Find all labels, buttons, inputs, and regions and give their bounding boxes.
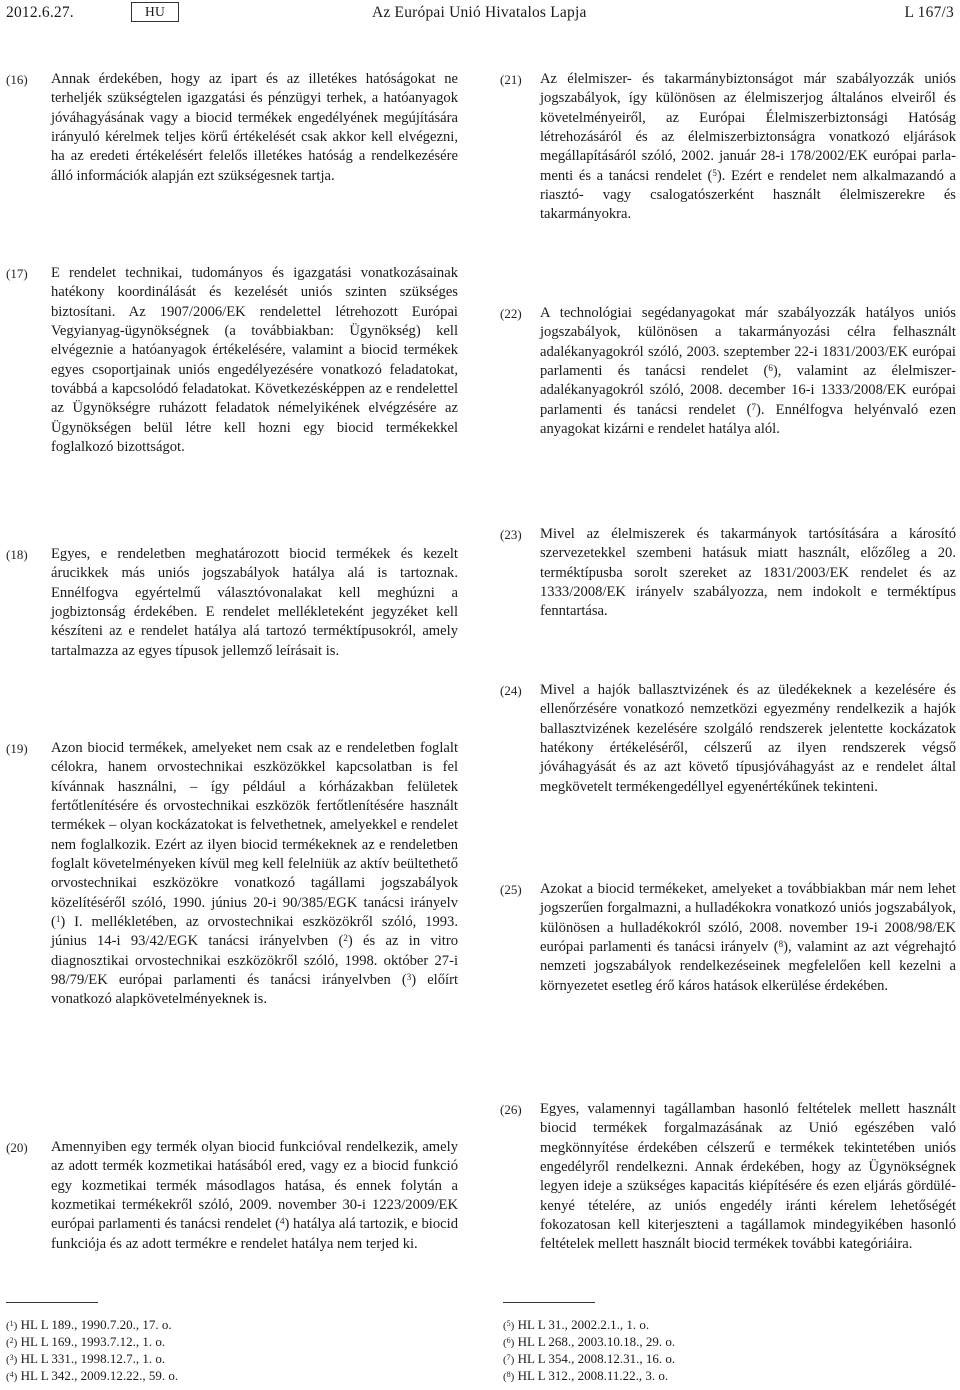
recital-text: A technológiai segédanyagokat már szabályozzák hatályos uniós jogszabályok, különösen a takarmányozási célra felhasznált adalékanyagokról szóló, 2003. szeptember 22-i 1831/2003/EK európai parlamenti és tanácsi rendelet ($^6$), valamint az élelmiszer-adalékanyagokról szóló, 2008. december 16-i 1333/2008/EK európai parlamenti és tanácsi rendelet ($^7$). Ennélfogva helyénvaló ezen anyagokat kizárni e rendelet hatálya alól. [540,305,956,438]
recital-text: Egyes, e rendeletben meghatározott biocid termékek és kezelt árucikkek más uniós jogszabályok hatálya alá is tartoznak. Ennélfogva egyértelmű választóvonalakat kell meghúzni a jogbiztonság érdekében. E rendelet mellékleteként jegyzéket kell készíteni az e rendelet hatálya alá tartozó terméktípusokról, amely tartalmazza az egyes típusok jellemző leírásait is. [51,546,458,659]
footnote-2: ($^2$) HL L 169., 1993.7.12., 1. o. [6,1334,166,1349]
footnote-1: ($^1$) HL L 189., 1990.7.20., 17. o. [6,1317,172,1332]
recital-text: Azokat a biocid termékeket, amelyeket a továbbiakban már nem lehet jogszerűen forgalmazni, a hulladékokra vonatkozó uniós jogszabályok, különösen a hulladékokról szóló, 2008. november 19-i 2008/98/EK európai parlamenti és tanácsi irányelv ($^8$), valamint az azt végrehajtó nemzeti jogszabályok rendelkezéseinek megfelelően kell kezelni a környezetet esetleg érő káros hatások elkerülése érdekében. [540,881,956,994]
recital-text: Azon biocid termékek, amelyeket nem csak az e rendeletben foglalt célokra, hanem orvostechnikai eszközökkel kapcsolatban is fel kívánnak használni, – így például a kórházakban felületek fertőtlenítésére és orvostechnikai eszközök fertőtlenítésére használt termékek – olyan kockázatokat is felvethetnek, amelyekkel e rendelet nem foglalkozik. Ezért az ilyen biocid termékeknek az e rendeletben foglalt követelményeken kívül meg kell felelniük az aktív beültethető orvostechnikai eszközökre vonatkozó tagállami jogszabályok közelítéséről szóló, 1990. június 20-i 90/385/EGK tanácsi irányelv ($^1$) I. mellékletében, az orvostechnikai eszközökről szóló, 1993. június 14-i 93/42/EGK tanácsi irányelvben ($^2$) és az in vitro diagnosztikai orvostechnikai eszközökről szóló, 1998. október 27-i 98/79/EK európai parlamenti és tanácsi irányelvben ($^3$) előírt vonatkozó alapkövetelményeknek is. [51,740,459,1008]
footnote-ref: 7 [751,401,757,412]
footnote-ref: 5 [712,167,717,178]
recital-number: (16) [6,72,28,87]
footnote-6: ($^6$) HL L 268., 2003.10.18., 29. o. [503,1334,676,1349]
recital-number: (20) [6,1140,28,1155]
journal-title: Az Európai Unió Hivatalos Lapja [372,4,587,21]
recital-number: (23) [500,527,522,542]
recital-number: (19) [6,741,28,756]
recital-number: (24) [500,683,522,698]
recital-number: (17) [6,266,28,281]
recital-text: E rendelet technikai, tudományos és igazgatási vonatkozásainak hatékony koordinálását és kezelését uniós szinten szükséges biztosítani. Az 1907/2006/EK rendelettel létrehozott Európai Vegyianyag-ügynökségnek (a továbbiakban: Ügynökség) kell elvégeznie a hatóanyagok értékelésére, valamint a biocid termékek egyes csoportjainak uniós engedélyezésére vonatkozó feladatokat, továbbá a kapcsolódó feladatokat. Következésképpen az e rendelettel az Ügynökségre ruházott feladatok némelyikének elvégzésére az Ügynökségen belül létre kell hozni egy biocid termékekkel foglalkozó bizottságot. [51,265,458,456]
footnote-7: ($^7$) HL L 354., 2008.12.31., 16. o. [503,1351,676,1366]
recital-number: (25) [500,882,522,897]
footnote-ref: 6 [768,363,773,374]
recital-text: Amennyiben egy termék olyan biocid funkcióval rendelkezik, amely az adott termék kozmetikai hatásából ered, vagy ez a biocid funkció egy kozmetikai termék másodlagos hatása, és ennek folytán a kozmetikai termékekről szóló, 2009. november 30-i 1223/2009/EK európai parlamenti és tanácsi rendelet ($^4$) hatálya alá tartozik, e biocid funkciója és az adott termékre e rendelet hatálya nem terjed ki. [51,1139,458,1252]
recital-number: (22) [500,306,522,321]
publication-date: 2012.6.27. [6,4,74,21]
footnote-ref: 2 [343,933,348,944]
recital-text: Mivel az élelmiszerek és takarmányok tartósítására a károsító szervezetekkel szembeni hatásuk miatt használt, előzőleg a 20. terméktípusba sorolt szereket az 1831/2003/EK rendelet és az 1333/2008/EK irányelv szabályozza, nem indokolt e terméktípus fenntartása. [540,526,956,620]
footnote-ref: 4 [280,1216,285,1227]
footnote-5: ($^5$) HL L 31., 2002.2.1., 1. o. [503,1317,650,1332]
footnote-8: ($^8$) HL L 312., 2008.11.22., 3. o. [503,1368,669,1383]
footnote-divider [6,1302,98,1303]
recital-number: (26) [500,1102,522,1117]
page-number: L 167/3 [904,4,954,21]
footnote-3: ($^3$) HL L 331., 1998.12.7., 1. o. [6,1351,166,1366]
recital-number: (21) [500,72,522,87]
footnote-ref: 8 [778,939,784,950]
recital-text: Annak érdekében, hogy az ipart és az illetékes hatóságokat ne terheljék szükségtelen igazgatási és pénzügyi terhek, a hatóanyagok jóváhagyásának vagy a biocid termékek engedélyének megújítására irányuló kérelmek teljes körű értékelését csak akkor kell elvégezni, ha az eredeti értékelésért felelős illetékes hatóság a rendelkezésére álló információk alapján ezt szükségesnek tartja. [51,71,458,184]
footnote-ref: 1 [55,914,61,925]
footnote-4: ($^4$) HL L 342., 2009.12.22., 59. o. [6,1368,179,1383]
recital-text: Az élelmiszer- és takarmánybiztonságot már szabályozzák uniós jogszabályok, így különösen az élelmiszerjog általános elveiről és követelményeiről, az Európai Élelmiszerbiztonsági Hatóság létrehozásáról és az élelmiszerbiztonságra vonatkozó eljárások megállapításáról szóló, 2002. január 28-i 178/2002/EK európai parlamenti és a tanácsi rendelet ($^5$). Ezért e rendelet nem alkalmazandó a riasztó- vagy csalogatószerként használt élelmiszerekre és takarmányokra. [540,71,956,223]
footnote-divider [503,1302,595,1303]
recital-text: Mivel a hajók ballasztvizének és az üledékeknek a kezelésére és ellenőrzésére vonatkozó nemzetközi egyezmény rendelkezik a hajók ballasztvizének kezelésére szolgáló rendszerek jelentette kockázatok hatékony értékeléséről, célszerű az ilyen rendszerek végső jóváhagyását és az azt követő típusjóváhagyást az e rendelet által megkövetelt termékengedéllyel egyenértékűnek tekinteni. [540,682,956,795]
footnote-ref: 3 [406,972,412,983]
language-badge: HU [131,2,179,22]
recital-text: Egyes, valamennyi tagállamban hasonló feltételek mellett használt biocid termékek forgalmazásának az Unió egészében való megkönnyítése érdekében célszerű e termékek tekintetében uniós engedélyről rendelkezni. Annak érdekében, hogy az Ügynökségnek legyen ideje a szükséges kapacitás kiépítésére és ezen eljárás gördülékenyé tételére, az uniós engedély iránti kérelem lehetőségét fokozatosan kell kiterjeszteni a tagállamok mindegyikében hasonló feltételek mellett használt biocid termékek további kategóriáira. [540,1101,956,1253]
recital-number: (18) [6,547,28,562]
